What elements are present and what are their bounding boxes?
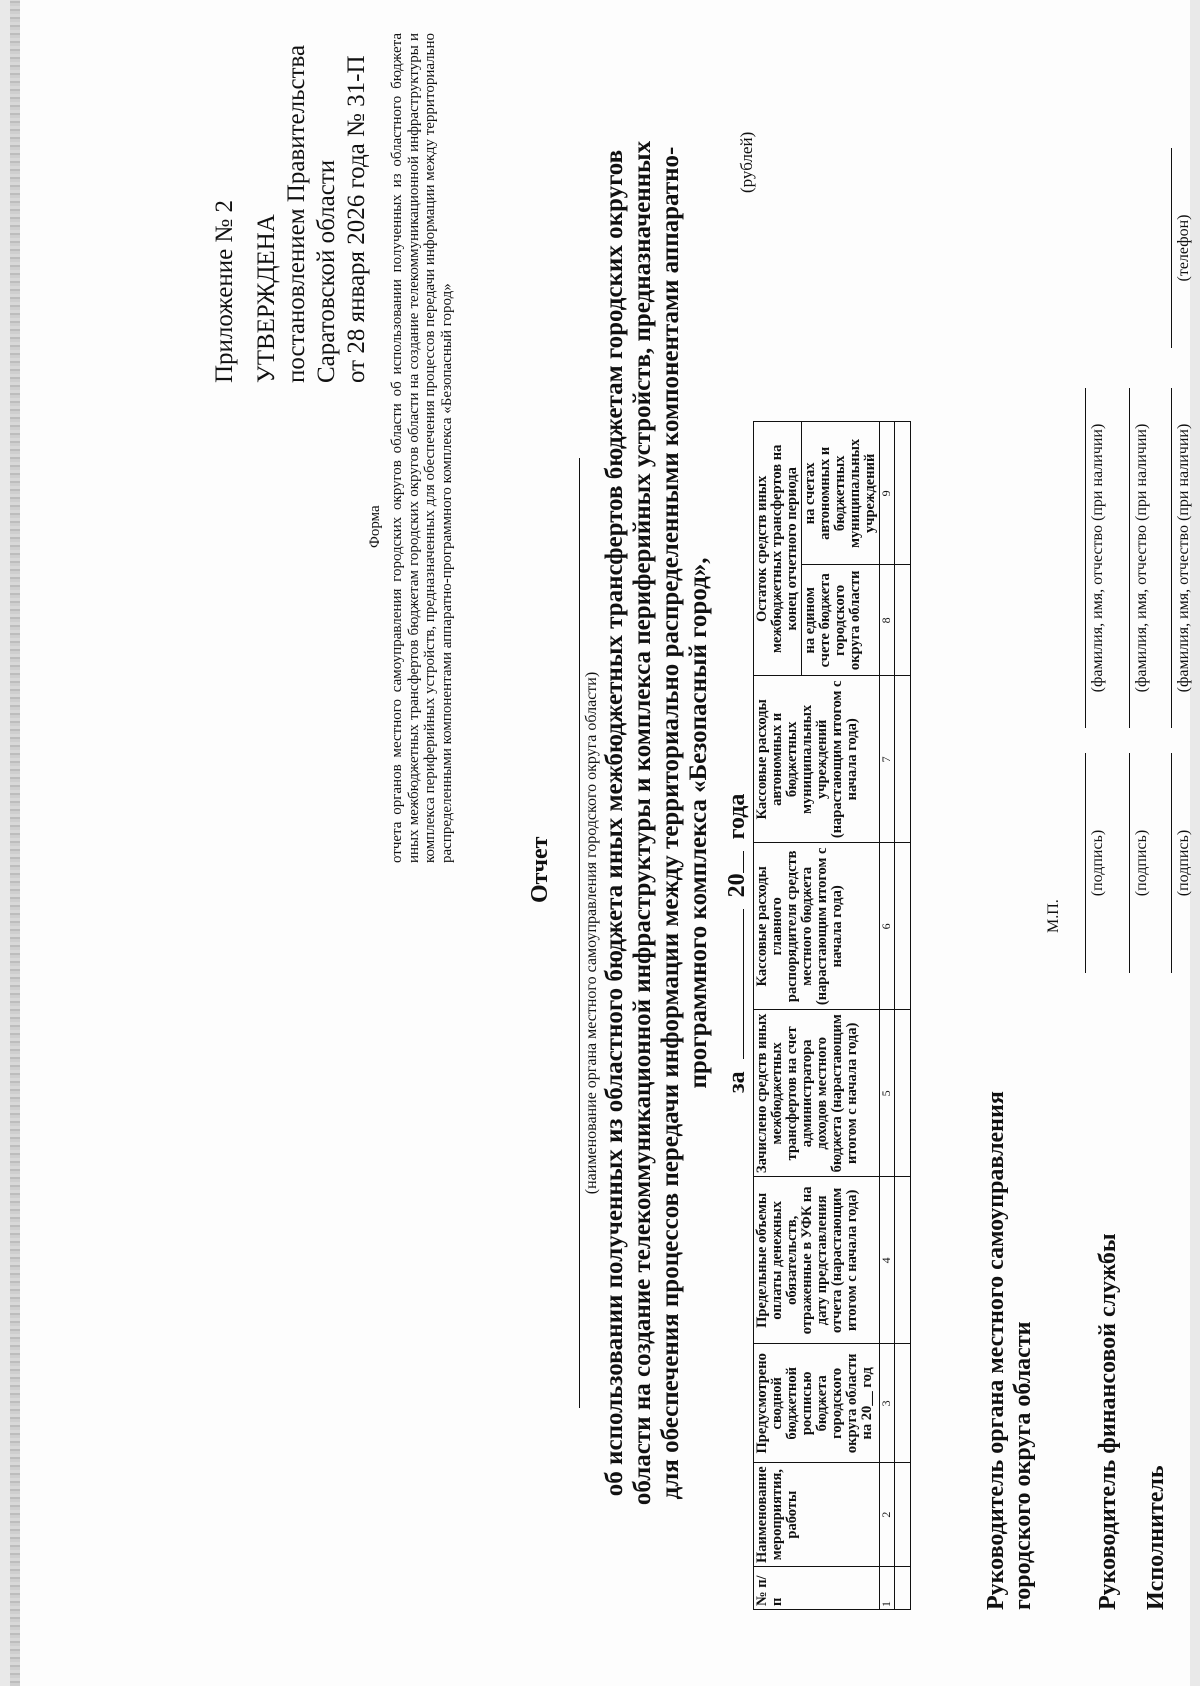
- col-header-name: Наименование мероприятия, работы: [754, 1463, 880, 1567]
- table-cell[interactable]: [895, 1344, 911, 1463]
- org-name-caption: (наименование органа местного самоуправления городского округа области): [583, 671, 600, 1195]
- approval-line-2: Саратовской области: [313, 159, 340, 383]
- report-title: Отчет: [527, 836, 553, 903]
- period-blank: [721, 909, 744, 1059]
- scan-edge: [10, 0, 20, 1686]
- approval-line-3: от 28 января 2026 года № 31-П: [343, 55, 370, 383]
- executor-name-line: [1171, 388, 1172, 728]
- col-header-number: № п/п: [754, 1567, 880, 1610]
- table-cell[interactable]: [895, 676, 911, 843]
- report-table: [753, 421, 911, 1610]
- col-header-limits: Предельные объемы оплаты денежных обязательств, отраженные в УФК на дату представления отчета (нарастающим итогом с начала года): [754, 1177, 880, 1344]
- executor-signature-line: [1171, 753, 1172, 973]
- col-number: 5: [880, 1010, 895, 1177]
- currency-label: (рублей): [737, 131, 756, 193]
- finance-name-caption: (фамилия, имя, отчество (при наличии): [1133, 423, 1150, 693]
- col-number: 7: [880, 676, 895, 843]
- table-cell[interactable]: [895, 1463, 911, 1567]
- year-blank: [721, 851, 744, 873]
- executor-phone-caption: (телефон): [1175, 214, 1192, 282]
- table-row: [895, 422, 911, 1610]
- table-header-row: [754, 422, 802, 1610]
- approval-block: [210, 45, 372, 383]
- table-cell[interactable]: [895, 1010, 911, 1177]
- report-subject-title: об использовании полученных из областного бюджета иных межбюджетных трансфертов бюджетам городских округов области на создание телекоммуникационной инфраструктуры и комплекса периферийных устройств, предназначенных для обеспечения процессов передачи информации между территориально распределенными компонентами аппаратно-программного комплекса «Безопасный город»,: [601, 140, 712, 1506]
- col-header-credited: Зачислено средств иных межбюджетных трансфертов на счет администратора доходов местного бюджета (нарастающим итогом с начала года): [754, 1010, 880, 1177]
- period-year-prefix: 20: [724, 873, 750, 898]
- col-number: 2: [880, 1463, 895, 1567]
- col-number: 6: [880, 843, 895, 1010]
- col-header-institution-expenses: Кассовые расходы автономных и бюджетных муниципальных учреждений (нарастающим итогом с начала года): [754, 676, 880, 843]
- period-suffix: года: [724, 793, 750, 840]
- form-description: отчета органов местного самоуправления городских округов области об использовании полученных из областного бюджета иных межбюджетных трансфертов бюджетам городских округов области на создание телекоммуникационной инфраструктуры и комплекса периферийных устройств, предназначенных для обеспечения процессов передачи информации между территориально распределенными компонентами аппаратно-программного комплекса «Безопасный город»: [389, 33, 455, 863]
- col-header-main-expenses: Кассовые расходы главного распорядителя средств местного бюджета (нарастающим итогом с начала года): [754, 843, 880, 1010]
- col-number: 9: [880, 422, 895, 565]
- org-name-line: [579, 458, 580, 1408]
- col-number: 4: [880, 1177, 895, 1344]
- head-signature-caption: (подпись): [1089, 829, 1106, 897]
- table-cell[interactable]: [895, 1567, 911, 1610]
- head-name-line: [1085, 388, 1086, 728]
- seal-mark: М.П.: [1045, 899, 1062, 933]
- col-header-balance-institutions: на счетах автономных и бюджетных муниципальных учреждений: [802, 422, 880, 565]
- executor-name-caption: (фамилия, имя, отчество (при наличии): [1175, 423, 1192, 693]
- form-label: Форма: [367, 505, 383, 548]
- table-cell[interactable]: [895, 565, 911, 676]
- table-cell[interactable]: [895, 422, 911, 565]
- head-label-line-1: Руководитель органа местного самоуправления: [983, 1091, 1009, 1610]
- period-prefix: за: [724, 1071, 750, 1093]
- head-signature-line: [1085, 753, 1086, 973]
- finance-name-line: [1129, 388, 1130, 728]
- finance-signature-line: [1129, 753, 1130, 973]
- approval-line-1: постановлением Правительства: [283, 44, 310, 383]
- finance-signature-label: Руководитель финансовой службы: [1095, 1233, 1121, 1610]
- reporting-period: [721, 794, 751, 1093]
- head-name-caption: (фамилия, имя, отчество (при наличии): [1089, 423, 1106, 693]
- executor-signature-caption: (подпись): [1175, 829, 1192, 897]
- table-cell[interactable]: [895, 843, 911, 1010]
- col-header-planned: Предусмотрено сводной бюджетной росписью бюджета городского округа области на 20__ год: [754, 1344, 880, 1463]
- finance-signature-caption: (подпись): [1133, 829, 1150, 897]
- head-label-line-2: городского округа области: [1010, 1321, 1036, 1610]
- document-page: [10, 0, 1190, 1686]
- head-signature-label: [983, 1091, 1037, 1610]
- approved-label: УТВЕРЖДЕНА: [253, 214, 280, 383]
- column-number-row: [880, 422, 895, 1610]
- col-header-balance: Остаток средств иных межбюджетных трансфертов на конец отчетного периода: [754, 422, 802, 676]
- executor-phone-line: [1171, 148, 1172, 348]
- appendix-number: Приложение № 2: [211, 199, 238, 383]
- col-number: 3: [880, 1344, 895, 1463]
- col-number: 8: [880, 565, 895, 676]
- col-number: 1: [880, 1567, 895, 1610]
- rotated-form-sheet: [45, 13, 1200, 1673]
- col-header-balance-single-account: на едином счете бюджета городского округа области: [802, 565, 880, 676]
- table-cell[interactable]: [895, 1177, 911, 1344]
- executor-signature-label: Исполнитель: [1143, 1465, 1169, 1610]
